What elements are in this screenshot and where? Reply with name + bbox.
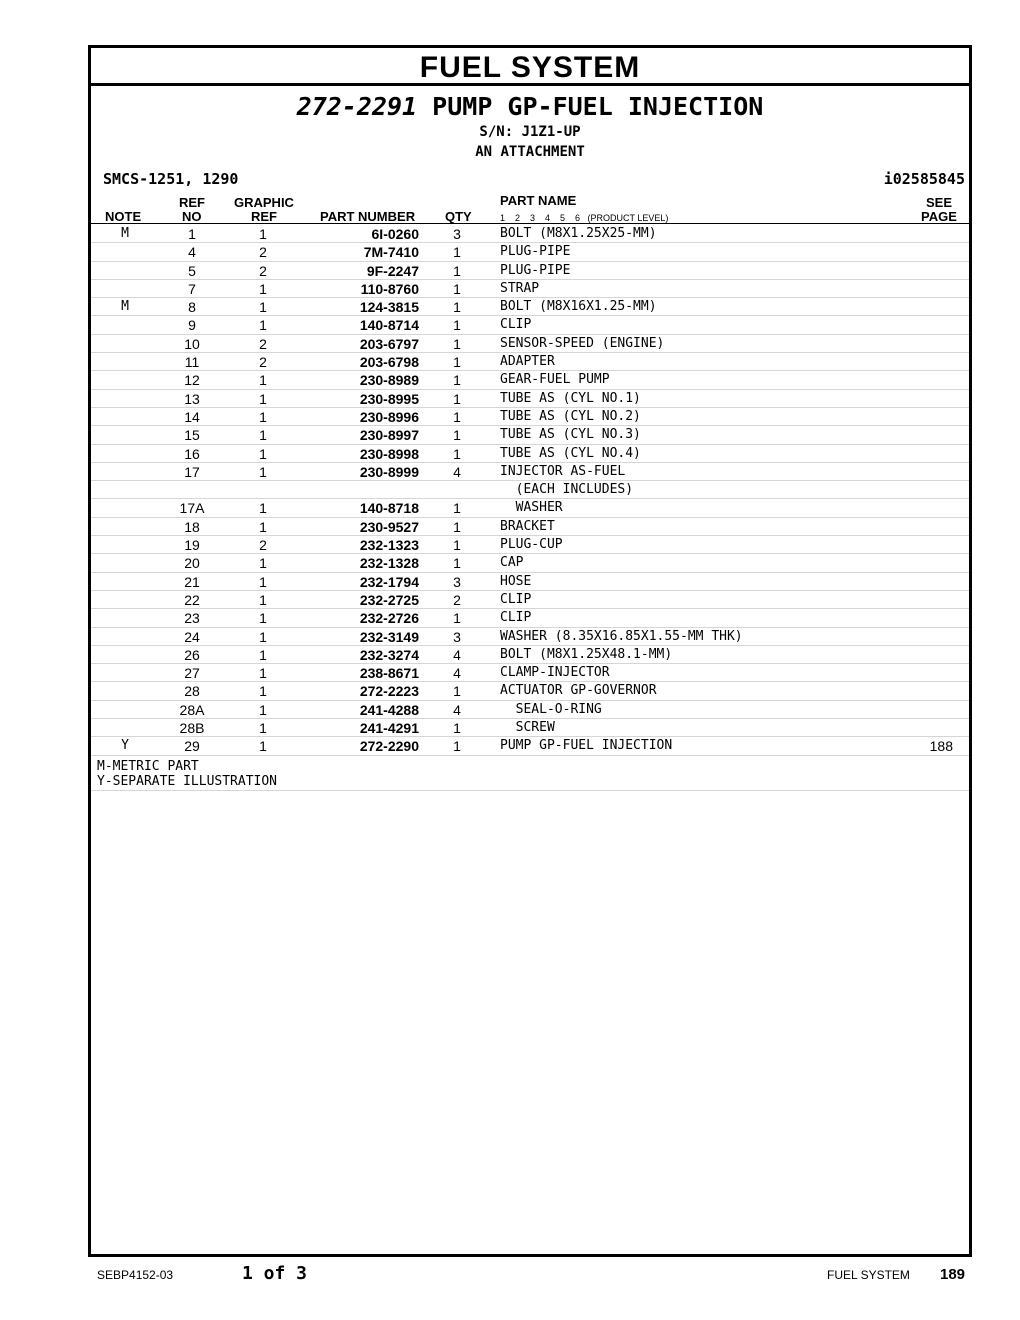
qty-cell: 1 bbox=[453, 610, 461, 627]
col-product-levels: 1 2 3 4 5 6 (PRODUCT LEVEL) bbox=[500, 213, 669, 223]
qty-cell: 1 bbox=[453, 262, 461, 279]
part-number-cell: 124-3815 bbox=[359, 299, 419, 316]
group-part-number: 272-2291 bbox=[296, 92, 418, 121]
graphic-ref-cell: 1 bbox=[259, 427, 267, 444]
qty-cell: 3 bbox=[453, 628, 461, 645]
part-name-cell: SENSOR-SPEED (ENGINE) bbox=[500, 335, 665, 351]
graphic-ref-cell: 1 bbox=[259, 573, 267, 590]
col-note: NOTE bbox=[105, 209, 142, 224]
footer-doc-number: SEBP4152-03 bbox=[97, 1268, 174, 1282]
note-metric: M-METRIC PART bbox=[97, 759, 199, 774]
ref-no-cell: 9 bbox=[188, 317, 196, 334]
note-cell: Y bbox=[121, 738, 129, 754]
graphic-ref-cell: 2 bbox=[259, 354, 267, 371]
part-name-cell: CLIP bbox=[500, 591, 532, 607]
table-row bbox=[91, 591, 969, 609]
qty-cell: 1 bbox=[453, 354, 461, 371]
part-number-cell: 230-8996 bbox=[359, 408, 419, 425]
part-name-cell: CLIP bbox=[500, 610, 532, 626]
ref-no-cell: 22 bbox=[184, 591, 200, 608]
table-row bbox=[91, 499, 969, 517]
table-row bbox=[91, 371, 969, 389]
ref-no-cell: 11 bbox=[184, 354, 200, 371]
graphic-ref-cell: 1 bbox=[259, 555, 267, 572]
ref-no-cell: 28B bbox=[179, 720, 205, 737]
part-number-cell: 230-9527 bbox=[359, 518, 419, 535]
ref-no-cell: 21 bbox=[184, 573, 200, 590]
ref-no-cell: 7 bbox=[188, 280, 196, 297]
note-separate-illustration: Y-SEPARATE ILLUSTRATION bbox=[97, 774, 278, 789]
table-row bbox=[91, 554, 969, 572]
ref-no-cell: 28A bbox=[179, 701, 205, 718]
part-number-cell: 232-1328 bbox=[359, 555, 419, 572]
ref-no-cell: 24 bbox=[184, 628, 200, 645]
ref-no-cell: 20 bbox=[184, 555, 200, 572]
part-number-cell: 230-8989 bbox=[359, 372, 419, 389]
graphic-ref-cell: 2 bbox=[259, 244, 267, 261]
part-name-cell: TUBE AS (CYL NO.2) bbox=[500, 408, 641, 424]
part-name-cell: TUBE AS (CYL NO.4) bbox=[500, 445, 641, 461]
qty-cell: 1 bbox=[453, 427, 461, 444]
part-number-cell: 230-8997 bbox=[359, 427, 419, 444]
smcs-code: SMCS-1251, 1290 bbox=[103, 170, 239, 188]
qty-cell: 1 bbox=[453, 408, 461, 425]
col-graphic-bottom: REF bbox=[251, 209, 277, 224]
graphic-ref-cell: 1 bbox=[259, 720, 267, 737]
parts-page-frame bbox=[88, 45, 972, 1257]
ref-no-cell: 28 bbox=[184, 683, 200, 700]
part-name-cell: STRAP bbox=[500, 280, 540, 296]
part-name-cell: PLUG-PIPE bbox=[500, 244, 571, 260]
part-number-cell: 140-8714 bbox=[359, 317, 419, 334]
table-row bbox=[91, 518, 969, 536]
ref-no-cell: 16 bbox=[184, 445, 200, 462]
notes-divider bbox=[91, 790, 969, 791]
ref-no-cell: 27 bbox=[184, 665, 200, 682]
col-see-top: SEE bbox=[926, 195, 953, 210]
graphic-ref-cell: 1 bbox=[259, 463, 267, 480]
table-row bbox=[91, 701, 969, 719]
part-name-cell: WASHER (8.35X16.85X1.55-MM THK) bbox=[500, 628, 743, 644]
part-name-cell: ACTUATOR GP-GOVERNOR bbox=[500, 683, 657, 699]
qty-cell: 1 bbox=[453, 518, 461, 535]
graphic-ref-cell: 1 bbox=[259, 738, 267, 755]
ref-no-cell: 18 bbox=[184, 518, 200, 535]
part-number-cell: 241-4288 bbox=[359, 701, 419, 718]
graphic-ref-cell: 1 bbox=[259, 610, 267, 627]
part-number-cell: 238-8671 bbox=[359, 665, 419, 682]
group-part-name: PUMP GP-FUEL INJECTION bbox=[432, 92, 764, 121]
part-name-cell: CAP bbox=[500, 555, 524, 571]
part-name-cell: BOLT (M8X1.25X48.1-MM) bbox=[500, 646, 673, 662]
part-name-cell: BRACKET bbox=[500, 518, 555, 534]
col-see-bottom: PAGE bbox=[921, 209, 957, 224]
graphic-ref-cell: 1 bbox=[259, 280, 267, 297]
col-part-number: PART NUMBER bbox=[320, 209, 416, 224]
qty-cell: 4 bbox=[453, 646, 461, 663]
parts-table bbox=[91, 225, 969, 756]
part-number-cell: 230-8999 bbox=[359, 463, 419, 480]
ref-no-cell: 19 bbox=[184, 537, 200, 554]
illustration-id: i02585845 bbox=[883, 170, 965, 188]
table-row bbox=[91, 573, 969, 591]
part-name-cell: HOSE bbox=[500, 573, 532, 589]
qty-cell: 1 bbox=[453, 738, 461, 755]
part-number-cell: 140-8718 bbox=[359, 500, 419, 517]
qty-cell: 1 bbox=[453, 299, 461, 316]
qty-cell: 1 bbox=[453, 720, 461, 737]
ref-no-cell: 23 bbox=[184, 610, 200, 627]
part-number-cell: 203-6797 bbox=[359, 335, 419, 352]
qty-cell: 3 bbox=[453, 573, 461, 590]
graphic-ref-cell: 2 bbox=[259, 537, 267, 554]
part-name-cell: BOLT (M8X1.25X25-MM) bbox=[500, 226, 657, 241]
attachment-label: AN ATTACHMENT bbox=[475, 144, 585, 160]
part-number-cell: 7M-7410 bbox=[363, 244, 419, 261]
part-number-cell: 230-8998 bbox=[359, 445, 419, 462]
table-row bbox=[91, 353, 969, 371]
part-number-cell: 272-2290 bbox=[359, 738, 419, 755]
part-number-cell: 9F-2247 bbox=[366, 262, 419, 279]
part-number-cell: 272-2223 bbox=[359, 683, 419, 700]
graphic-ref-cell: 1 bbox=[259, 445, 267, 462]
table-row bbox=[91, 628, 969, 646]
table-row bbox=[91, 719, 969, 737]
serial-range: S/N: J1Z1-UP bbox=[479, 124, 581, 140]
qty-cell: 1 bbox=[453, 555, 461, 572]
qty-cell: 4 bbox=[453, 701, 461, 718]
part-name-cell: PLUG-PIPE bbox=[500, 262, 571, 278]
part-number-cell: 232-2725 bbox=[359, 591, 419, 608]
table-row bbox=[91, 316, 969, 334]
footer-page-of: 1 of 3 bbox=[242, 1263, 308, 1284]
graphic-ref-cell: 1 bbox=[259, 628, 267, 645]
table-row bbox=[91, 737, 969, 755]
table-row bbox=[91, 463, 969, 481]
part-number-cell: 203-6798 bbox=[359, 354, 419, 371]
part-name-cell: (EACH INCLUDES) bbox=[500, 482, 634, 498]
table-row bbox=[91, 445, 969, 463]
graphic-ref-cell: 1 bbox=[259, 226, 267, 242]
col-ref-top: REF bbox=[179, 195, 205, 210]
part-number-cell: 230-8995 bbox=[359, 390, 419, 407]
part-name-cell: TUBE AS (CYL NO.3) bbox=[500, 427, 641, 443]
graphic-ref-cell: 1 bbox=[259, 646, 267, 663]
qty-cell: 1 bbox=[453, 372, 461, 389]
qty-cell: 4 bbox=[453, 665, 461, 682]
part-name-cell: PUMP GP-FUEL INJECTION bbox=[500, 738, 673, 754]
table-row bbox=[91, 390, 969, 408]
footer-page-number: 189 bbox=[940, 1266, 966, 1283]
part-name-cell: CLIP bbox=[500, 317, 532, 333]
table-row bbox=[91, 335, 969, 353]
part-number-cell: 232-2726 bbox=[359, 610, 419, 627]
section-title: FUEL SYSTEM bbox=[91, 48, 969, 86]
col-qty: QTY bbox=[445, 209, 472, 224]
ref-no-cell: 1 bbox=[188, 226, 196, 242]
ref-no-cell: 4 bbox=[188, 244, 196, 261]
table-row bbox=[91, 682, 969, 700]
ref-no-cell: 29 bbox=[184, 738, 200, 755]
table-row bbox=[91, 481, 969, 499]
notes-legend bbox=[97, 759, 277, 789]
graphic-ref-cell: 1 bbox=[259, 372, 267, 389]
graphic-ref-cell: 2 bbox=[259, 262, 267, 279]
graphic-ref-cell: 1 bbox=[259, 665, 267, 682]
table-row bbox=[91, 426, 969, 444]
table-row bbox=[91, 225, 969, 243]
table-row bbox=[91, 280, 969, 298]
qty-cell: 1 bbox=[453, 683, 461, 700]
graphic-ref-cell: 1 bbox=[259, 500, 267, 517]
part-number-cell: 232-1323 bbox=[359, 537, 419, 554]
part-name-cell: SCREW bbox=[500, 720, 555, 736]
ref-no-cell: 12 bbox=[184, 372, 200, 389]
ref-no-cell: 17 bbox=[184, 463, 200, 480]
table-row bbox=[91, 536, 969, 554]
part-number-cell: 110-8760 bbox=[360, 280, 419, 297]
table-row bbox=[91, 664, 969, 682]
col-part-name: PART NAME bbox=[500, 193, 577, 208]
part-number-cell: 6I-0260 bbox=[371, 226, 419, 242]
part-name-cell: WASHER bbox=[500, 500, 563, 516]
graphic-ref-cell: 1 bbox=[259, 317, 267, 334]
table-row bbox=[91, 408, 969, 426]
qty-cell: 1 bbox=[453, 390, 461, 407]
part-number-cell: 232-1794 bbox=[359, 573, 419, 590]
part-number-cell: 241-4291 bbox=[359, 720, 419, 737]
qty-cell: 4 bbox=[453, 463, 461, 480]
part-name-cell: TUBE AS (CYL NO.1) bbox=[500, 390, 641, 406]
part-number-cell: 232-3274 bbox=[359, 646, 419, 663]
graphic-ref-cell: 1 bbox=[259, 299, 267, 316]
part-name-cell: CLAMP-INJECTOR bbox=[500, 665, 610, 681]
col-graphic-top: GRAPHIC bbox=[234, 195, 294, 210]
qty-cell: 1 bbox=[453, 280, 461, 297]
ref-no-cell: 8 bbox=[188, 299, 196, 316]
column-headers bbox=[91, 194, 969, 224]
ref-no-cell: 14 bbox=[184, 408, 200, 425]
part-name-cell: BOLT (M8X16X1.25-MM) bbox=[500, 299, 657, 315]
graphic-ref-cell: 1 bbox=[259, 701, 267, 718]
table-row bbox=[91, 609, 969, 627]
ref-no-cell: 15 bbox=[184, 427, 200, 444]
col-ref-bottom: NO bbox=[182, 209, 202, 224]
graphic-ref-cell: 1 bbox=[259, 408, 267, 425]
group-title bbox=[91, 92, 969, 122]
part-name-cell: PLUG-CUP bbox=[500, 537, 563, 553]
ref-no-cell: 13 bbox=[184, 390, 200, 407]
qty-cell: 2 bbox=[453, 591, 461, 608]
ref-no-cell: 5 bbox=[188, 262, 196, 279]
qty-cell: 1 bbox=[453, 445, 461, 462]
graphic-ref-cell: 1 bbox=[259, 683, 267, 700]
qty-cell: 1 bbox=[453, 317, 461, 334]
part-number-cell: 232-3149 bbox=[359, 628, 419, 645]
qty-cell: 1 bbox=[453, 500, 461, 517]
table-row bbox=[91, 646, 969, 664]
ref-no-cell: 17A bbox=[179, 500, 205, 517]
part-name-cell: GEAR-FUEL PUMP bbox=[500, 372, 610, 388]
table-row bbox=[91, 262, 969, 280]
graphic-ref-cell: 1 bbox=[259, 591, 267, 608]
footer-section: FUEL SYSTEM bbox=[827, 1268, 910, 1282]
note-cell: M bbox=[121, 226, 129, 241]
see-page-cell: 188 bbox=[929, 738, 953, 755]
qty-cell: 1 bbox=[453, 537, 461, 554]
qty-cell: 3 bbox=[453, 226, 461, 242]
part-name-cell: ADAPTER bbox=[500, 354, 555, 370]
graphic-ref-cell: 1 bbox=[259, 390, 267, 407]
ref-no-cell: 26 bbox=[184, 646, 200, 663]
qty-cell: 1 bbox=[453, 244, 461, 261]
table-row bbox=[91, 243, 969, 261]
table-row bbox=[91, 298, 969, 316]
note-cell: M bbox=[121, 299, 129, 315]
part-name-cell: SEAL-O-RING bbox=[500, 701, 602, 717]
graphic-ref-cell: 2 bbox=[259, 335, 267, 352]
part-name-cell: INJECTOR AS-FUEL bbox=[500, 463, 626, 479]
qty-cell: 1 bbox=[453, 335, 461, 352]
ref-no-cell: 10 bbox=[184, 335, 200, 352]
graphic-ref-cell: 1 bbox=[259, 518, 267, 535]
